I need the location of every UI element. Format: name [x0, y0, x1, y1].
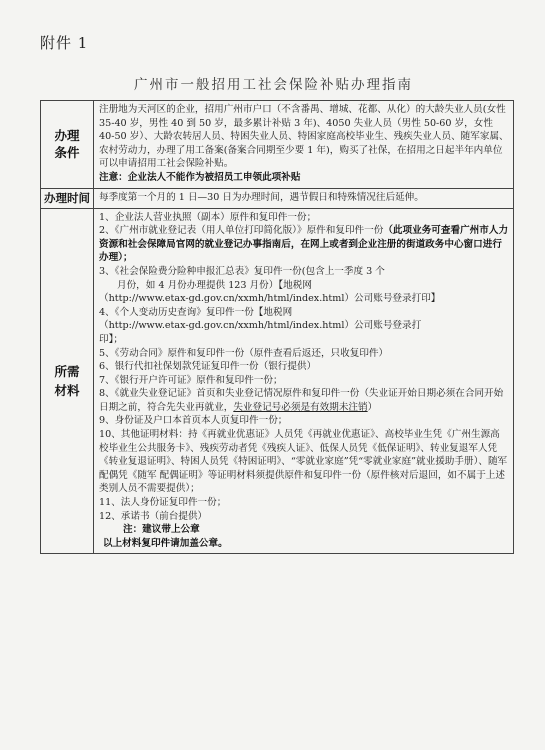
material-item-12: 12、承诺书（前台提供） — [99, 510, 208, 522]
material-item-10: 10、其他证明材料：持《再就业优惠证》人员凭《再就业优惠证》、高校毕业生凭《广州生源高校毕业生公共服务卡》、残疾劳动者凭《残疾人证》、低保人员凭《低保证明》、转业复退军人凭《转业复退证明》、特困人员凭《特困证明》、“零就业家庭”凭“零就业家庭”就业援助手册）、随军配偶凭《随军 配偶证明》等证明材料须提供原件和复印件一份（原件核对后退回，如不属于上述类别人员不需要提供）； — [99, 429, 508, 495]
conditions-label: 办理条件 — [41, 101, 94, 189]
material-item-1: 1、企业法人营业执照（副本）原件和复印件一份； — [99, 211, 317, 223]
material-item-11: 11、法人身份证复印件一份； — [99, 497, 227, 509]
material-item-7: 7、《银行开户许可证》原件和复印件一份； — [99, 374, 283, 386]
materials-row — [41, 208, 514, 554]
material-item-9: 9、身份证及户口本首页本人页复印件一份； — [99, 415, 288, 427]
material-item-5: 5、《劳动合同》原件和复印件一份（原件查看后返还，只收复印件） — [99, 347, 389, 359]
conditions-text: 注册地为天河区的企业，招用广州市户口（不含番禺、增城、花都、从化）的大龄失业人员(女性 35-40 岁，男性 40 到 50 岁，最多累计补贴 3 年)、4050 失业人员（男性 50-60 岁，女性 40-50 岁）、大龄农转居人员、特困失业人员、特困家庭高校毕业生、残疾失业人员、随军家属、农村劳动力，办理了用工备案(备案合同期至少要 1 年)，购买了社保，在招用之日起半年内单位可以申请招用工社会保险补贴。 — [99, 104, 509, 170]
conditions-row — [41, 101, 514, 189]
material-item-4: 4、《个人变动历史查询》复印件一份【地税网 （http://www.etax-gd.gov.cn/xxmh/html/index.html）公司账号登录打 印】； — [99, 306, 422, 345]
material-item-2: 2、《广州市就业登记表（用人单位打印简化版）》原件和复印件一份（此项业务可查看广州市人力资源和社会保障局官网的就业登记办事指南后，在网上或者到企业注册的街道政务中心窗口进行办理）； — [99, 225, 509, 264]
material-item-8-underline: 失业登记号必须是有效期未注销 — [233, 401, 368, 413]
guide-table — [40, 100, 514, 554]
conditions-content — [94, 101, 514, 189]
materials-content — [94, 208, 514, 554]
time-content: 每季度第一个月的 1 日—30 日为办理时间，遇节假日和特殊情况往后延伸。 — [94, 188, 514, 208]
material-item-2-note: （此项业务可查看广州市人力资源和社会保障局官网的就业登记办事指南后，在网上或者到企业注册的街道政务中心窗口进行办理）； — [99, 225, 509, 264]
material-item-6: 6、银行代扣社保划款凭证复印件一份（银行提供） — [99, 361, 317, 373]
seal-note: 注：建议带上公章 — [123, 524, 200, 536]
attachment-label: 附件 1 — [40, 34, 89, 52]
material-item-8: 8、《就业失业登记证》首页和失业登记情况原件和复印件一份（失业证开始日期必须在合同开始日期之前，符合先失业再就业，失业登记号必须是有效期未注销） — [99, 388, 504, 413]
time-row — [41, 188, 514, 208]
seal-note-2: 以上材料复印件请加盖公章。 — [103, 537, 228, 549]
conditions-note: 注意：企业法人不能作为被招员工申领此项补贴 — [99, 171, 301, 183]
time-label: 办理时间 — [41, 188, 94, 208]
document-title: 广州市一般招用工社会保险补贴办理指南 — [134, 77, 413, 93]
material-item-3: 3、《社会保险费分险种申报汇总表》复印件一份(包含上一季度 3 个 月份，如 4 月份办理提供 123 月份）【地税网 （http://www.etax-gd.gov.cn/xxmh/html/index.html）公司账号登录打印】 — [99, 265, 441, 305]
materials-label: 所需材料 — [41, 208, 94, 554]
